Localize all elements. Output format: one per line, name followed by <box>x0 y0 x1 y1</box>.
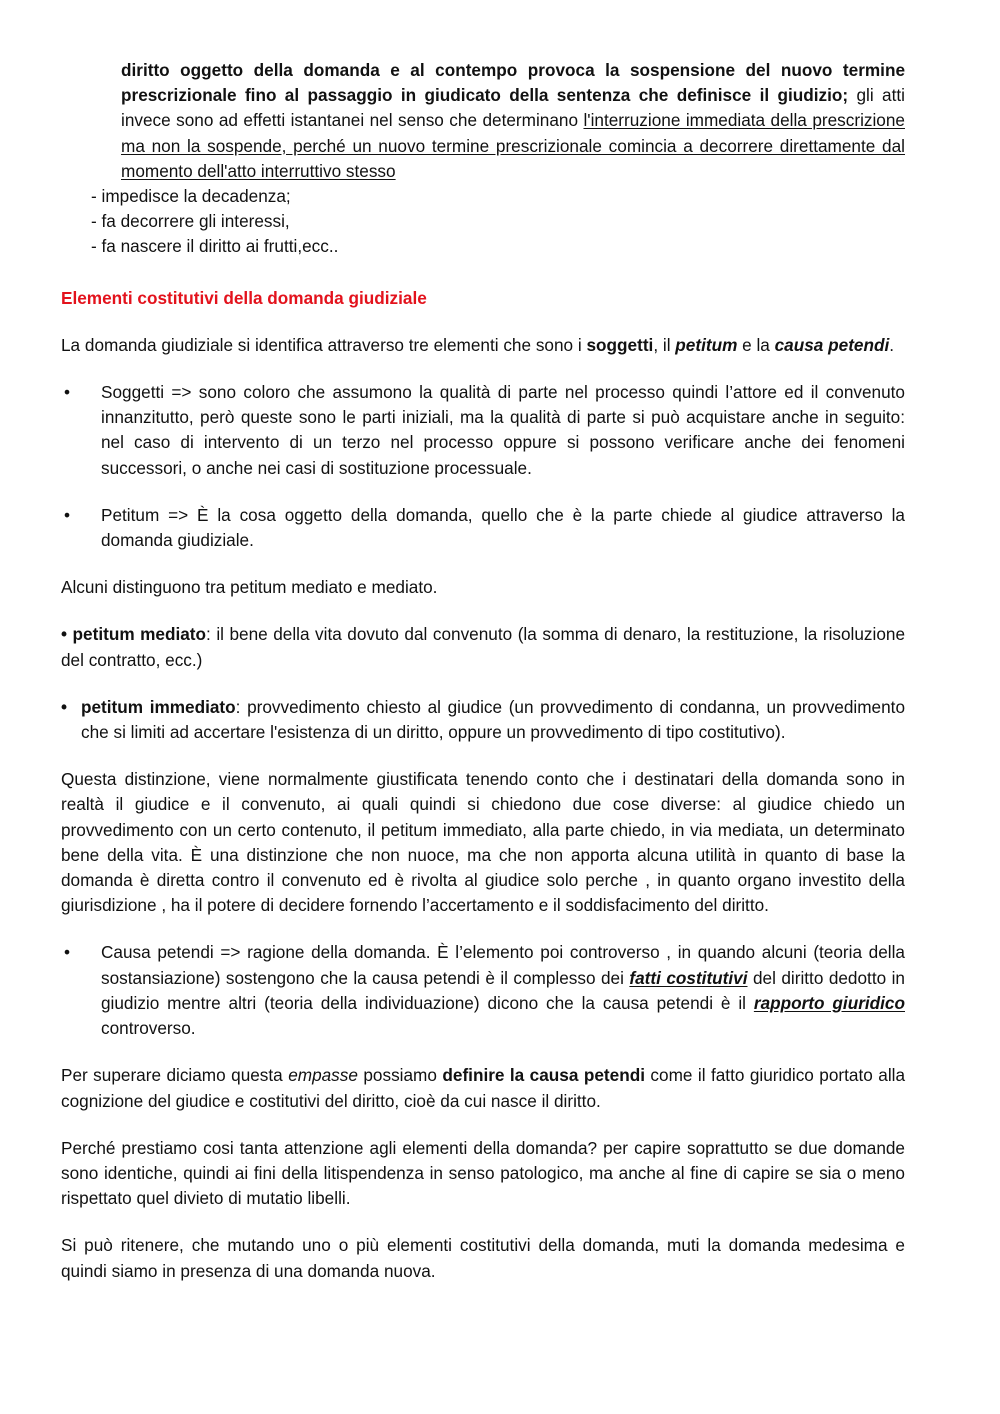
causa-petendi-text <box>101 940 905 1041</box>
paragraph-text: . <box>889 334 895 355</box>
list-item: - fa nascere il diritto ai frutti,ecc.. <box>91 236 339 257</box>
bold-text: soggetti <box>586 334 654 355</box>
list-item: - impedisce la decadenza; <box>91 186 291 207</box>
paragraph-text: e la <box>737 334 775 355</box>
dash-list <box>61 184 905 260</box>
paragraph-text: La domanda giudiziale si identifica attraverso tre elementi che sono i <box>61 334 587 355</box>
paragraph: Perché prestiamo cosi tanta attenzione agli elementi della domanda? per capire soprattutto se due domande sono identiche, quindi ai fini della litispendenza in senso patologico, ma anche al fine di capire se sia o meno rispettato quel divieto di mutatio libelli. <box>61 1137 905 1209</box>
soggetti-text: Soggetti => sono coloro che assumono la qualità di parte nel processo quindi l’attore ed il convenuto innanzitutto, però queste sono le parti iniziali, ma la qualità di parte si può acquistare anche in seguito: nel caso di intervento di un terzo nel processo oppure si possono verificare anche dei fenomeni successori, o anche nei casi di sostituzione processuale. <box>101 382 905 478</box>
document-page <box>61 58 905 1284</box>
petitum-mediato-paragraph <box>61 622 905 672</box>
paragraph-text: : provvedimento chiesto al giudice (un provvedimento di condanna, un provvedimento che si limiti ad accertare l'esistenza di un diritto, oppure un provvedimento di tipo costitutivo). <box>81 696 906 743</box>
list-item <box>61 695 905 745</box>
paragraph-text: controverso. <box>101 1018 196 1039</box>
bold-italic-underlined-text: fatti costitutivi <box>629 967 748 988</box>
paragraph <box>61 1063 905 1113</box>
bold-italic-underlined-text: rapporto giuridico <box>753 992 905 1013</box>
paragraph: Questa distinzione, viene normalmente giustificata tenendo conto che i destinatari della domanda sono in realtà il giudice e il convenuto, ai quali quindi si chiedono due cose diverse: al giudice chiedo un provvedimento con un certo contenuto, il petitum immediato, alla parte chiedo, in via mediata, un determinato bene della vita. È una distinzione che non nuoce, ma che non apporta alcuna utilità in quanto di base la domanda è diretta contro il convenuto ed è rivolta al giudice solo perche , in quanto organo investito della giurisdizione , ha il potere di decidere fornendo l’accertamento e il soddisfacimento del diritto. <box>61 769 905 916</box>
continued-paragraph <box>121 58 905 184</box>
bold-text: petitum mediato <box>72 624 207 645</box>
paragraph-text: possiamo <box>357 1065 443 1086</box>
bold-text: definire la causa petendi <box>442 1065 645 1086</box>
petitum-text: Petitum => È la cosa oggetto della domanda, quello che è la parte chiede al giudice attraverso la domanda giudiziale. <box>101 504 905 551</box>
bold-text: petitum immediato <box>81 696 236 717</box>
bold-text: diritto oggetto della domanda e al contempo provoca la sospensione del nuovo termine prescrizionale fino al passaggio in giudicato della sentenza che definisce il giudizio; <box>121 60 905 106</box>
petitum-immediato-text <box>81 695 905 745</box>
bullet-icon: • <box>63 504 71 525</box>
paragraph-text: del diritto dedotto in giudizio mentre altri (teoria della individuazione) dicono che la causa petendi è il <box>101 967 905 1013</box>
bullet-icon: • <box>63 942 71 963</box>
italic-text: empasse <box>288 1065 358 1086</box>
underlined-text: l'interruzione immediata della prescrizione ma non la sospende, perché un nuovo termine prescrizionale comincia a decorrere direttamente dal momento dell'atto interruttivo stesso <box>121 110 905 181</box>
section-heading: Elementi costitutivi della domanda giudiziale <box>61 287 427 308</box>
paragraph-text: gli atti invece sono ad effetti istantanei nel senso che determinano <box>121 85 905 131</box>
paragraph: Alcuni distinguono tra petitum mediato e mediato. <box>61 577 438 598</box>
list-item <box>61 380 905 481</box>
paragraph-text: : il bene della vita dovuto dal convenuto (la somma di denaro, la restituzione, la risoluzione del contratto, ecc.) <box>61 624 906 670</box>
list-item <box>61 940 905 1041</box>
bullet-icon: • <box>61 696 68 717</box>
paragraph-text: , il <box>653 334 676 355</box>
bullet-icon: • <box>61 624 73 645</box>
bold-italic-text: petitum <box>675 334 738 355</box>
bullet-icon: • <box>63 382 71 403</box>
list-item: - fa decorrere gli interessi, <box>91 211 290 232</box>
intro-paragraph <box>61 333 905 358</box>
bold-italic-text: causa petendi <box>774 334 890 355</box>
paragraph-text: Causa petendi => ragione della domanda. È l’elemento poi controverso , in quando alcuni (teoria della sostansiazione) sostengono che la causa petendi è il complesso dei <box>101 942 905 988</box>
paragraph-text: come il fatto giuridico portato alla cognizione del giudice e costitutivi del diritto, cioè da cui nasce il diritto. <box>61 1065 906 1111</box>
paragraph: Si può ritenere, che mutando uno o più elementi costitutivi della domanda, muti la domanda medesima e quindi siamo in presenza di una domanda nuova. <box>61 1235 905 1281</box>
list-item <box>61 503 905 553</box>
paragraph-text: Per superare diciamo questa <box>61 1065 289 1086</box>
